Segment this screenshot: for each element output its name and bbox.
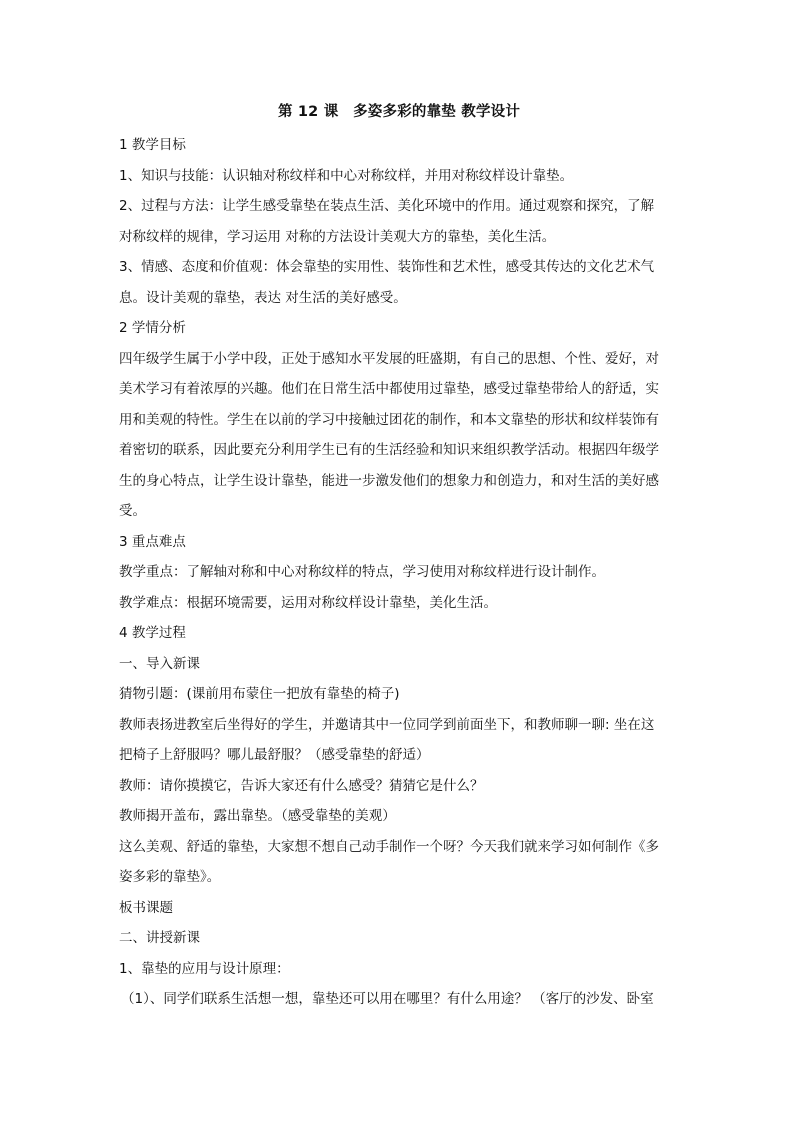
paragraph-line: （1）、同学们联系生活想一想，靠垫还可以用在哪里？有什么用途？ （客厅的沙发、卧室 [121,991,654,1007]
paragraph-line: 教学重点：了解轴对称和中心对称纹样的特点，学习使用对称纹样进行设计制作。 [119,564,605,580]
paragraph-line: 1、靠垫的应用与设计原理： [119,960,290,977]
section-heading-objectives: 1 教学目标 [119,137,186,153]
paragraph-line: 这么美观、舒适的靠垫，大家想不想自己动手制作一个呀？今天我们就来学习如何制作《多 [119,838,659,855]
paragraph-line: 教学难点：根据环境需要，运用对称纹样设计靠垫，美化生活。 [119,594,497,611]
paragraph-line: 用和美观的特性。学生在以前的学习中接触过团花的制作，和本文靠垫的形状和纹样装饰有 [119,411,659,428]
document-body [119,98,679,1015]
section-heading-process: 4 教学过程 [119,625,186,641]
paragraph-line: 猜物引题：(课前用布蒙住一把放有靠垫的椅子) [119,686,400,702]
paragraph-line: 生的身心特点，让学生设计靠垫，能进一步激发他们的想象力和创造力，和对生活的美好感 [119,472,659,489]
paragraph-line: 3、情感、态度和价值观：体会靠垫的实用性、装饰性和艺术性，感受其传达的文化艺术气 [119,259,655,275]
subsection-heading: 一、导入新课 [119,655,200,672]
section-heading-key-points: 3 重点难点 [119,533,186,550]
paragraph-line: 把椅子上舒服吗？哪儿最舒服？（感受靠垫的舒适） [119,747,430,763]
paragraph-line: 板书课题 [119,899,173,916]
paragraph-line: 2、过程与方法：让学生感受靠垫在装点生活、美化环境中的作用。通过观察和探究，了解 [119,198,655,214]
section-heading-analysis: 2 学情分析 [119,320,186,336]
paragraph-line: 1、知识与技能：认识轴对称纹样和中心对称纹样，并用对称纹样设计靠垫。 [119,167,574,184]
paragraph-line: 美术学习有着浓厚的兴趣。他们在日常生活中都使用过靠垫，感受过靠垫带给人的舒适，实 [119,381,659,397]
paragraph-line: 息。设计美观的靠垫，表达 对生活的美好感受。 [119,289,407,306]
paragraph-line: 教师揭开盖布，露出靠垫。（感受靠垫的美观） [119,808,396,824]
paragraph-line: 教师表扬进教室后坐得好的学生，并邀请其中一位同学到前面坐下，和教师聊一聊: 坐在这 [119,716,655,733]
paragraph-line: 受。 [119,503,146,519]
paragraph-line: 四年级学生属于小学中段，正处于感知水平发展的旺盛期，有自己的思想、个性、爱好，对 [119,350,659,367]
paragraph-line: 教师：请你摸摸它，告诉大家还有什么感受？猜猜它是什么？ [119,777,484,794]
paragraph-line: 着密切的联系，因此要充分利用学生已有的生活经验和知识来组织教学活动。根据四年级学 [119,442,659,458]
document-title: 第 12 课 多姿多彩的靠垫 教学设计 [277,104,521,120]
subsection-heading: 二、讲授新课 [119,930,200,946]
paragraph-line: 对称纹样的规律，学习运用 对称的方法设计美观大方的靠垫，美化生活。 [119,228,556,245]
paragraph-line: 姿多彩的靠垫》。 [119,869,221,885]
